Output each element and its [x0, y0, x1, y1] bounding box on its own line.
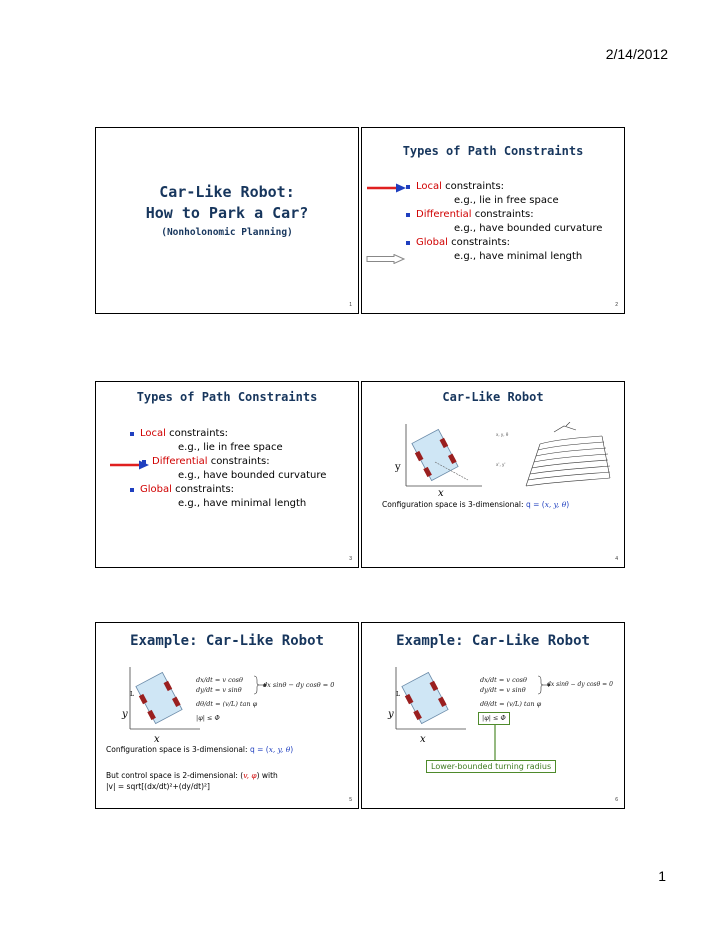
bullet-square-icon [406, 185, 410, 189]
slide-title: Example: Car-Like Robot [396, 633, 590, 649]
axis-y-label: y [388, 709, 394, 720]
bullet-square-icon [130, 488, 134, 492]
list-item [130, 483, 326, 497]
control-space-caption [106, 771, 278, 780]
config-space-caption [106, 745, 293, 754]
list-item [142, 455, 326, 469]
equation-dx: dx/dt = v cosθ [196, 676, 243, 684]
svg-text:x, y, θ: x, y, θ [496, 432, 509, 437]
list-item [130, 427, 326, 441]
equation-steer-bound: |φ| ≤ Φ [196, 714, 220, 722]
slide-title: Types of Path Constraints [136, 390, 318, 404]
constraint-example: e.g., have minimal length [454, 251, 583, 262]
length-label: L [130, 691, 134, 698]
constraint-label: constraints: [441, 181, 505, 192]
equation-dtheta: dθ/dt = (v/L) tan φ [480, 700, 542, 708]
caption-text-end: ) with [256, 771, 278, 780]
list-item [406, 180, 602, 194]
slide-subtitle: (Nonholonomic Planning) [161, 227, 293, 238]
bullet-square-icon [142, 460, 146, 464]
equation-dy: dy/dt = v sinθ [196, 686, 242, 694]
constraint-label: constraints: [171, 484, 235, 495]
list-item [406, 236, 602, 250]
axis-y-label: y [122, 709, 128, 720]
list-item [406, 208, 602, 222]
axis-y-label: y [395, 462, 401, 473]
slide-title: Types of Path Constraints [402, 144, 584, 158]
constraint-name: Global [416, 237, 448, 248]
equation-dtheta: dθ/dt = (v/L) tan φ [196, 700, 258, 708]
constraint-label: constraints: [165, 428, 229, 439]
bullet-square-icon [406, 241, 410, 245]
caption-close: ) [290, 745, 294, 754]
axis-x-label: x [154, 734, 160, 745]
constraint-example: e.g., lie in free space [178, 442, 283, 453]
constraint-list [406, 180, 602, 264]
equation-dy: dy/dt = v sinθ [480, 686, 526, 694]
slide-3 [95, 381, 359, 568]
equation-combined: dx sinθ − dy cosθ = 0 [263, 681, 335, 689]
slide-title: Example: Car-Like Robot [130, 633, 324, 649]
constraint-name: Differential [152, 456, 208, 467]
slide-title-line2: How to Park a Car? [145, 204, 309, 222]
connector-line [492, 725, 498, 761]
hollow-pointer-arrow-icon [366, 254, 406, 264]
slide-number: 2 [615, 302, 618, 308]
slide-title-line1: Car-Like Robot: [159, 183, 295, 201]
equation-combined: dx sinθ − dy cosθ = 0 [547, 681, 613, 688]
constraint-label: constraints: [471, 209, 534, 220]
caption-text: Configuration space is 3-dimensional: [106, 745, 250, 754]
constraint-name: Differential [416, 209, 472, 220]
constraint-name: Global [140, 484, 172, 495]
slide-2 [361, 127, 625, 314]
slide-4 [361, 381, 625, 568]
car-diagram [402, 422, 484, 488]
axis-x-label: x [420, 734, 426, 745]
bullet-square-icon [406, 213, 410, 217]
caption-q: q = ( [249, 745, 269, 754]
slide-title: Car-Like Robot [442, 390, 544, 404]
caption-vars: x, y, θ [268, 745, 291, 754]
page-number: 1 [658, 868, 666, 884]
constraint-list [130, 427, 326, 511]
kinematic-equations [480, 675, 541, 709]
equation-steer-bound: |φ| ≤ Φ [478, 712, 510, 725]
car-diagram [392, 665, 468, 731]
slide-5 [95, 622, 359, 809]
slide-6 [361, 622, 625, 809]
slide-number: 5 [349, 797, 352, 803]
slide-1 [95, 127, 359, 314]
car-diagram [126, 665, 202, 731]
parking-maneuver-illustration [494, 422, 614, 494]
speed-definition: |v| = sqrt[(dx/dt)²+(dy/dt)²] [106, 782, 210, 791]
caption-text: Configuration space is 3-dimensional: [382, 500, 526, 509]
slide-number: 6 [615, 797, 618, 803]
constraint-name: Local [416, 181, 442, 192]
config-space-caption [382, 500, 569, 509]
caption-vars: x, y, θ [544, 500, 567, 509]
turning-radius-label: Lower-bounded turning radius [426, 760, 556, 773]
constraint-name: Local [140, 428, 166, 439]
caption-vars: v, φ [243, 771, 257, 780]
caption-close: ) [566, 500, 570, 509]
constraint-example: e.g., have bounded curvature [178, 470, 327, 481]
svg-text:x', y': x', y' [496, 462, 506, 467]
bullet-square-icon [130, 432, 134, 436]
constraint-example: e.g., lie in free space [454, 195, 559, 206]
slide-number: 1 [349, 302, 352, 308]
constraint-example: e.g., have minimal length [178, 498, 307, 509]
kinematic-equations [196, 675, 257, 723]
slide-number: 3 [349, 556, 352, 562]
equation-dx: dx/dt = v cosθ [480, 676, 527, 684]
caption-q: q = ( [525, 500, 545, 509]
constraint-label: constraints: [207, 456, 270, 467]
axis-x-label: x [438, 488, 444, 499]
constraint-label: constraints: [447, 237, 511, 248]
header-date: 2/14/2012 [605, 46, 668, 62]
slide-number: 4 [615, 556, 618, 562]
red-pointer-arrow-icon [367, 183, 407, 193]
length-label: L [396, 691, 400, 698]
caption-text: But control space is 2-dimensional: ( [106, 771, 244, 780]
constraint-example: e.g., have bounded curvature [454, 223, 603, 234]
